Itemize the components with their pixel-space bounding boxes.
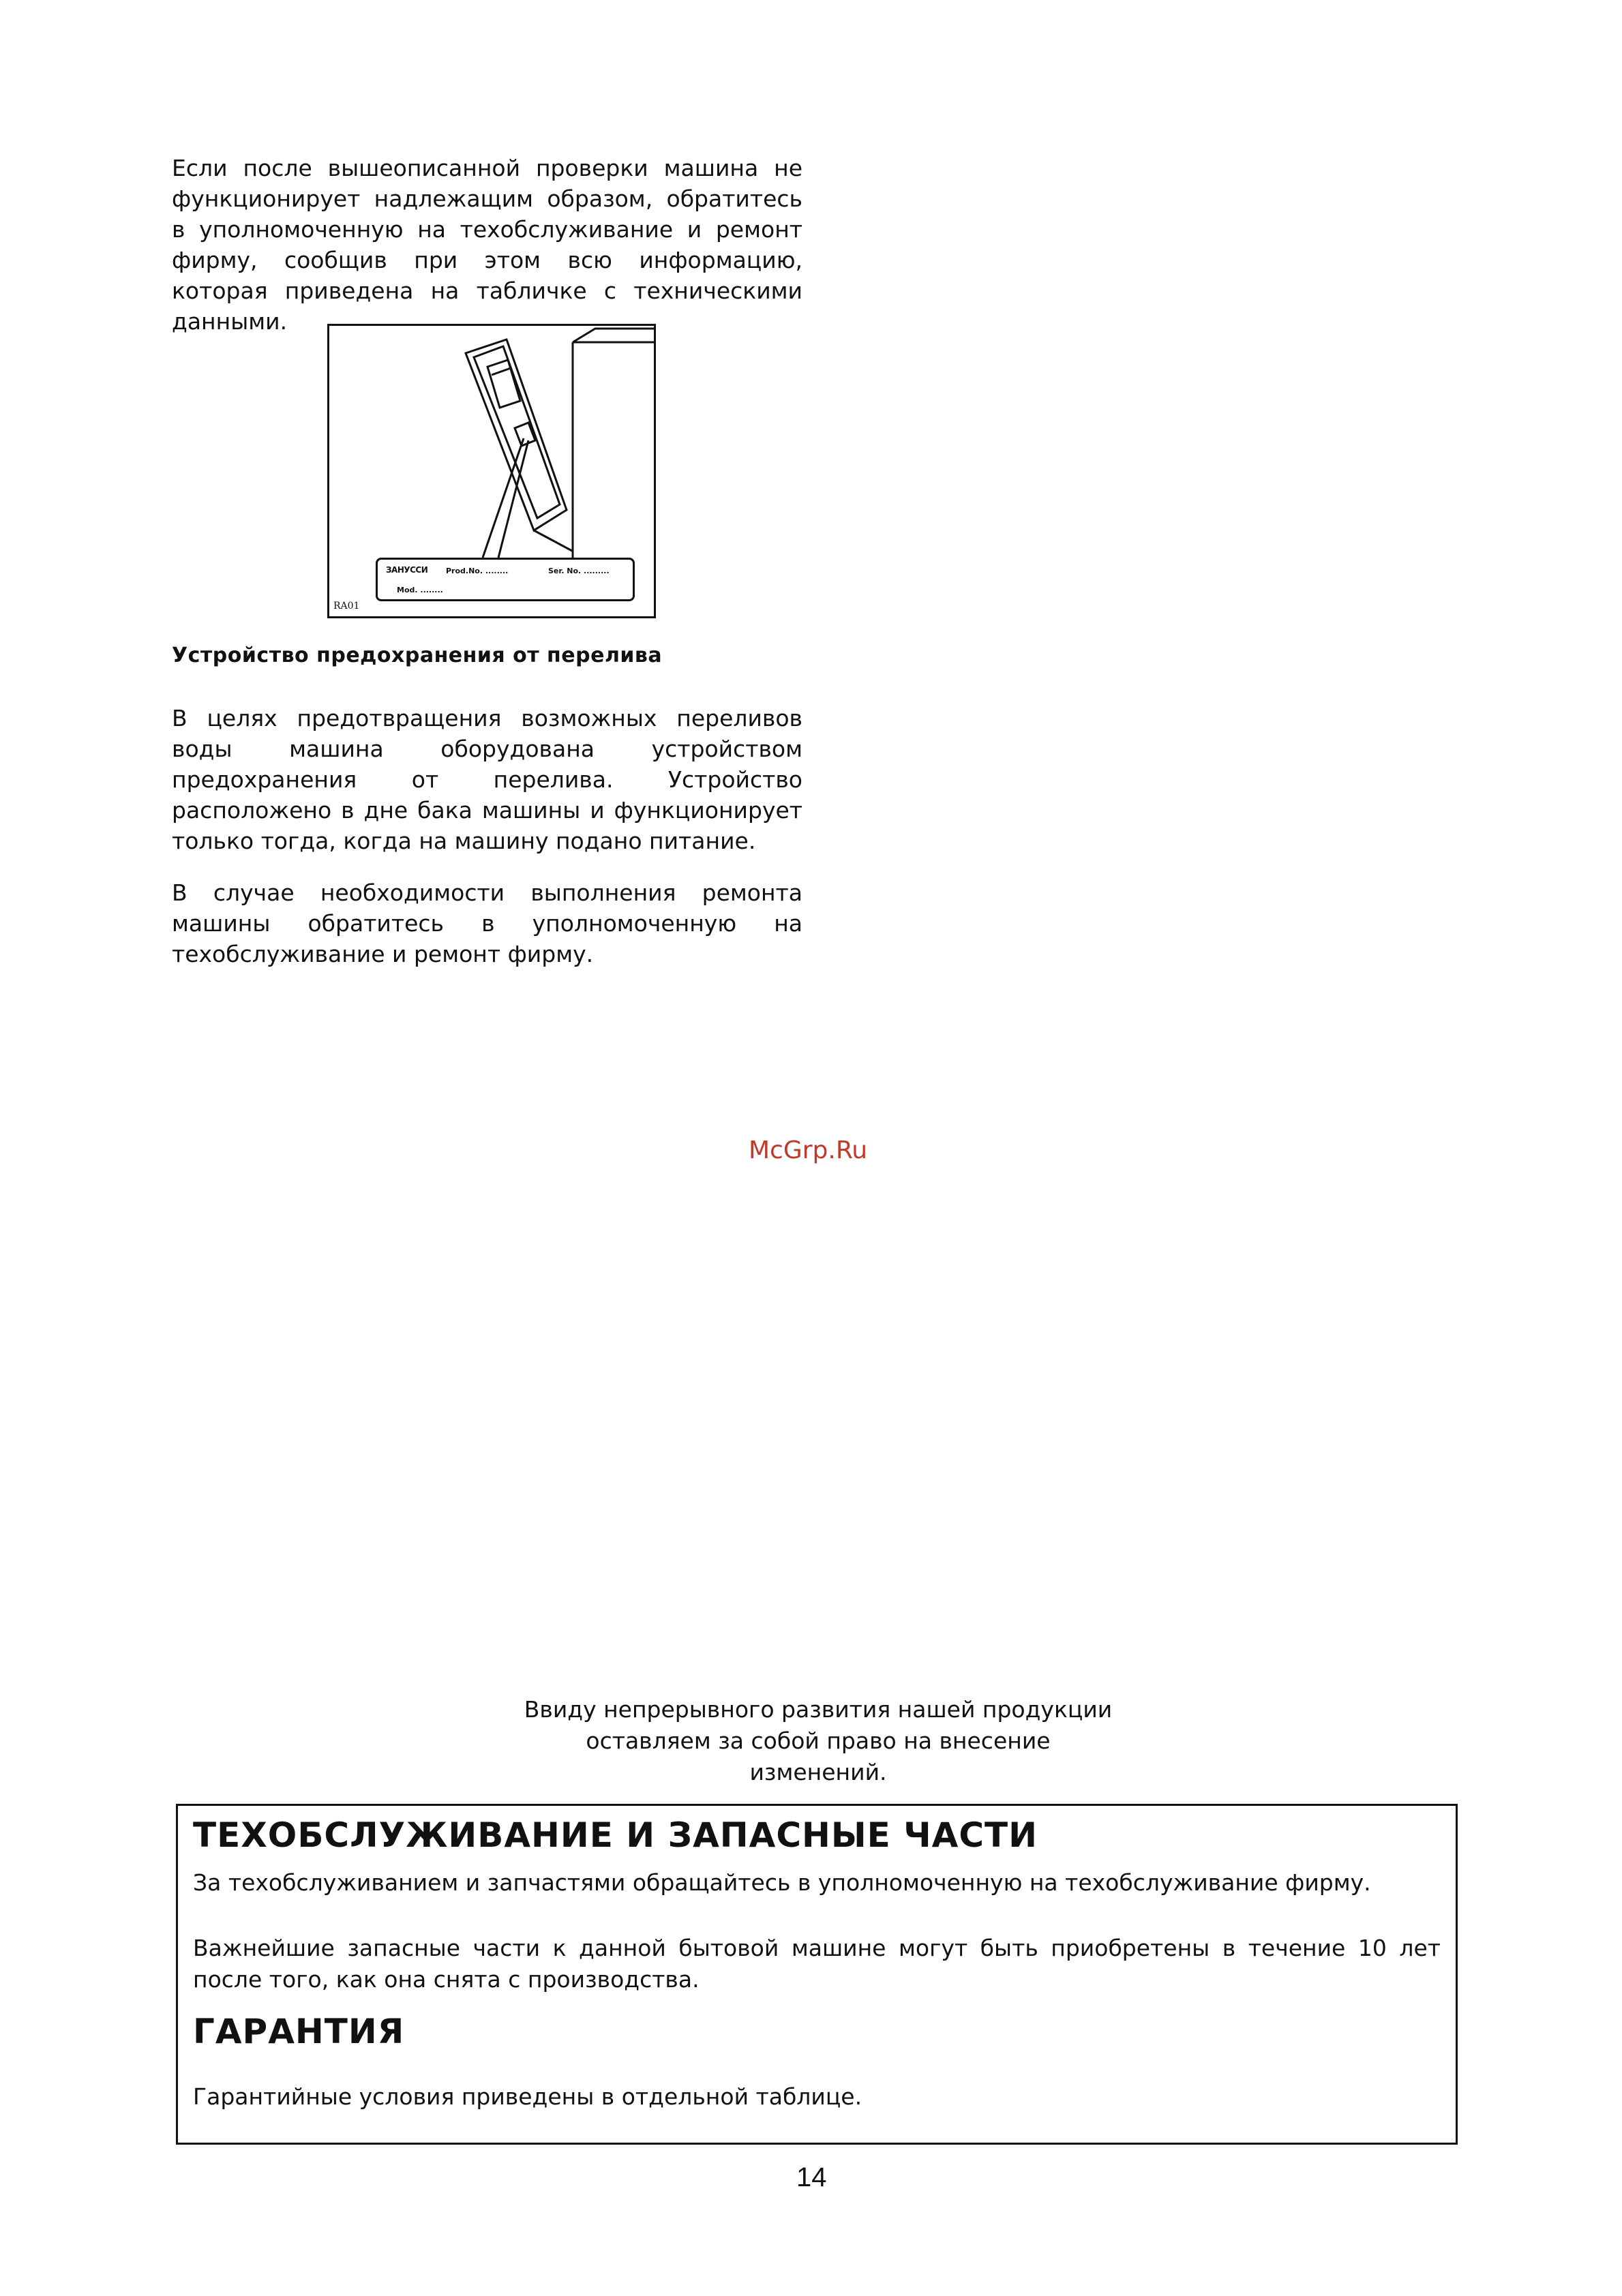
changes-notice: Ввиду непрерывного развития нашей продукции оставляем за собой право на внесение изменений. [524,1696,1113,1785]
service-text: За техобслуживанием и запчастями обращайтесь в уполномоченную на техобслуживание фирму. [193,1869,1371,1896]
rating-plate [376,558,635,601]
spare-parts-text: Важнейшие запасные части к данной бытовой машине могут быть приобретены в течение 10 лет после того, как она снята с производства. [193,1935,1441,1993]
figure-code: RA01 [333,601,360,611]
plate-ser-no: Ser. No. ......... [548,567,610,575]
repair-paragraph: В случае необходимости выполнения ремонта машины обратитесь в уполномоченную на техобслуживание и ремонт фирму. [172,879,802,967]
warranty-title: ГАРАНТИЯ [193,2012,405,2051]
rating-plate-figure [327,324,656,618]
plate-mod: Mod. ........ [397,586,443,594]
service-title: ТЕХОБСЛУЖИВАНИЕ И ЗАПАСНЫЕ ЧАСТИ [193,1815,1038,1855]
warranty-text: Гарантийные условия приведены в отдельной таблице. [193,2083,862,2110]
overflow-heading: Устройство предохранения от перелива [172,644,663,667]
service-box [176,1804,1458,2145]
overflow-paragraph: В целях предотвращения возможных переливов воды машина оборудована устройством предохранения от перелива. Устройство расположено в дне бака машины и функционирует только тогда, когда на машину подано питание. [172,705,802,854]
plate-brand: ЗАНУССИ [386,565,428,575]
watermark-link[interactable]: McGrp.Ru [749,1136,868,1164]
page-number: 14 [796,2162,827,2192]
intro-paragraph: Если после вышеописанной проверки машина не функционирует надлежащим образом, обратитесь в уполномоченную на техобслуживание и ремонт фирму, сообщив при этом всю информацию, которая приведена на табличке с техническими данными. [172,155,802,335]
plate-prod-no: Prod.No. ........ [446,567,509,575]
